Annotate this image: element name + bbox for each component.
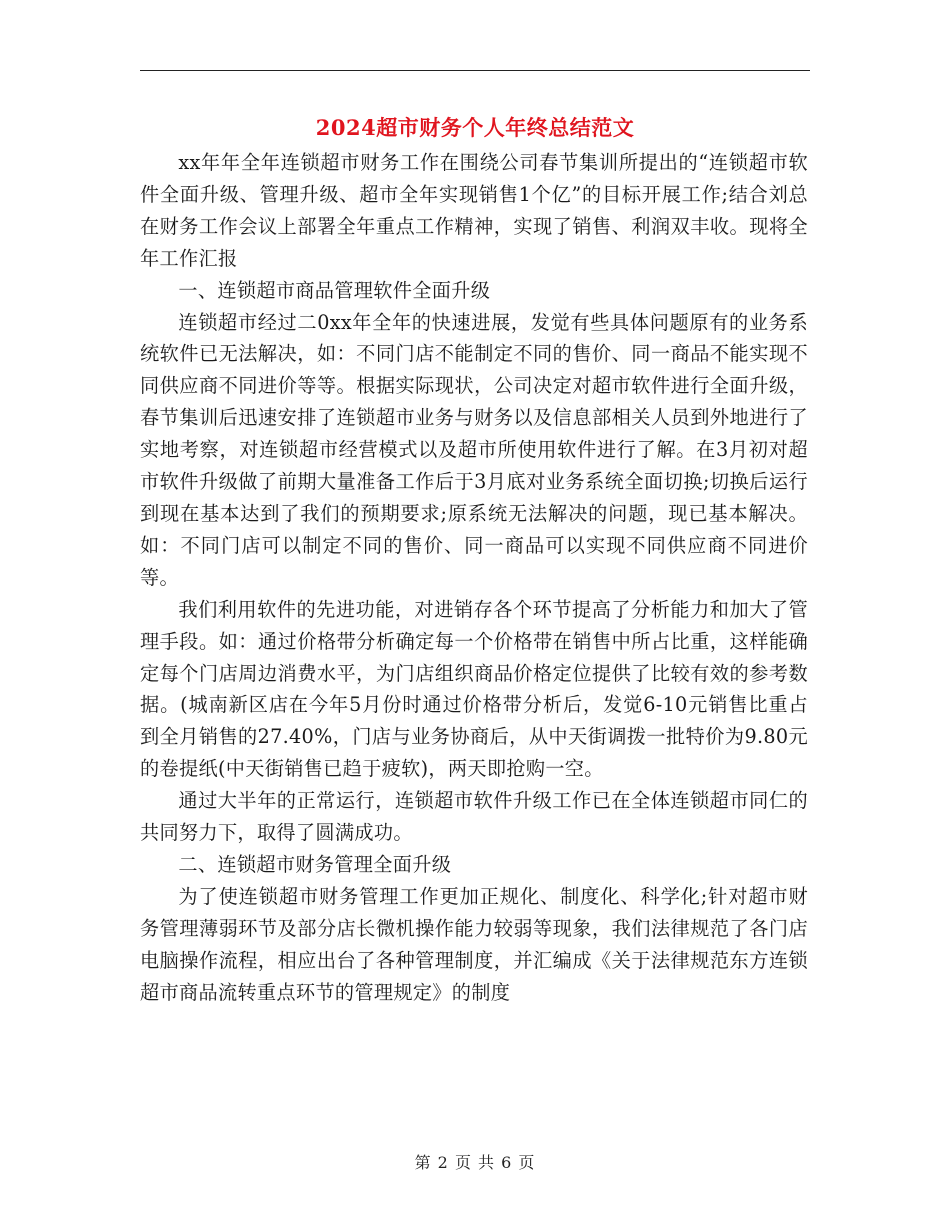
header-rule bbox=[140, 70, 810, 71]
paragraph-intro: xx年年全年连锁超市财务工作在围绕公司春节集训所提出的“连锁超市软件全面升级、管理升级、超市全年实现销售1个亿”的目标开展工作;结合刘总在财务工作会议上部署全年重点工作精神，实现了销售、利润双丰收。现将全年工作汇报 bbox=[140, 151, 808, 270]
document-body bbox=[140, 147, 808, 1008]
section-heading-2: 二、连锁超市财务管理全面升级 bbox=[178, 852, 452, 876]
paragraph-finance-upgrade: 为了使连锁超市财务管理工作更加正规化、制度化、科学化;针对超市财务管理薄弱环节及部分店长微机操作能力较弱等现象，我们法律规范了各门店电脑操作流程，相应出台了各种管理制度，并汇编成《关于法律规范东方连锁超市商品流转重点环节的管理规定》的制度 bbox=[140, 884, 808, 1004]
section-heading-1: 一、连锁超市商品管理软件全面升级 bbox=[178, 278, 491, 302]
paragraph-upgrade-success: 通过大半年的正常运行，连锁超市软件升级工作已在全体连锁超市同仁的共同努力下，取得了圆满成功。 bbox=[140, 789, 808, 845]
document-title: 2024超市财务个人年终总结范文 bbox=[315, 115, 635, 140]
paragraph-software-upgrade: 连锁超市经过二0xx年全年的快速进展，发觉有些具体问题原有的业务系统软件已无法解决，如：不同门店不能制定不同的售价、同一商品不能实现不同供应商不同进价等等。根据实际现状，公司决定对超市软件进行全面升级，春节集训后迅速安排了连锁超市业务与财务以及信息部相关人员到外地进行了实地考察，对连锁超市经营模式以及超市所使用软件进行了解。在3月初对超市软件升级做了前期大量准备工作后于3月底对业务系统全面切换;切换后运行到现在基本达到了我们的预期要求;原系统无法解决的问题，现已基本解决。如：不同门店可以制定不同的售价、同一商品可以实现不同供应商不同进价等。 bbox=[140, 310, 808, 589]
paragraph-software-functions: 我们利用软件的先进功能，对进销存各个环节提高了分析能力和加大了管理手段。如：通过价格带分析确定每一个价格带在销售中所占比重，这样能确定每个门店周边消费水平，为门店组织商品价格定位提供了比较有效的参考数据。(城南新区店在今年5月份时通过价格带分析后，发觉6-10元销售比重占到全月销售的27.40%，门店与业务协商后，从中天街调拨一批特价为9.80元的卷提纸(中天街销售已趋于疲软)，两天即抢购一空。 bbox=[140, 597, 808, 781]
page-number-footer: 第 2 页 共 6 页 bbox=[414, 1153, 536, 1172]
